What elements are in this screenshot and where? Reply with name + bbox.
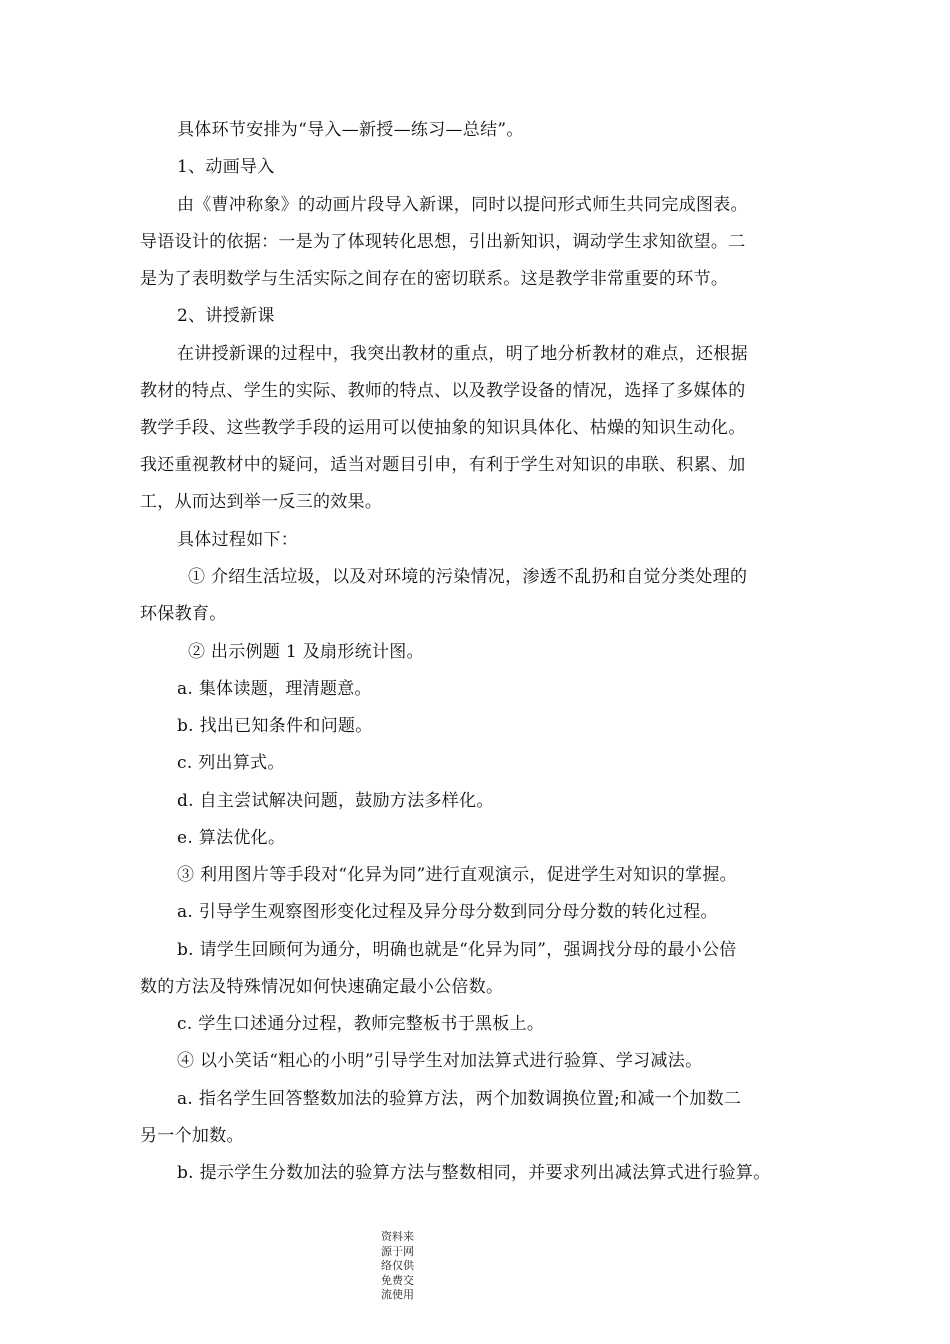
text-line: 数的方法及特殊情况如何快速确定最小公倍数。	[140, 977, 504, 997]
list-item: ② 出示例题 1 及扇形统计图。	[188, 642, 424, 662]
footer-line: 流使用	[381, 1288, 414, 1301]
text-line: 在讲授新课的过程中，我突出教材的重点，明了地分析教材的难点，还根据	[177, 344, 748, 364]
section-heading: 1、动画导入	[177, 157, 275, 177]
text-line: 具体过程如下：	[177, 530, 299, 550]
text-line: 我还重视教材中的疑问，适当对题目引申，有利于学生对知识的串联、积累、加	[140, 455, 746, 475]
section-heading: 2、讲授新课	[177, 306, 275, 326]
list-item: a. 引导学生观察图形变化过程及异分母分数到同分母分数的转化过程。	[177, 902, 718, 922]
text-line: 是为了表明数学与生活实际之间存在的密切联系。这是教学非常重要的环节。	[140, 269, 729, 289]
list-item: ③ 利用图片等手段对“化异为同”进行直观演示，促进学生对知识的掌握。	[177, 865, 737, 885]
list-item: c. 列出算式。	[177, 753, 285, 773]
list-item: ④ 以小笑话“粗心的小明”引导学生对加法算式进行验算、学习减法。	[177, 1051, 703, 1071]
list-item: d. 自主尝试解决问题，鼓励方法多样化。	[177, 791, 494, 811]
list-item: b. 请学生回顾何为通分，明确也就是“化异为同”，强调找分母的最小公倍	[177, 940, 737, 960]
text-line: 教材的特点、学生的实际、教师的特点、以及教学设备的情况，选择了多媒体的	[140, 381, 746, 401]
text-line: 另一个加数。	[140, 1126, 244, 1146]
text-line: 环保教育。	[140, 604, 227, 624]
text-line: 工，从而达到举一反三的效果。	[140, 492, 383, 512]
list-item: b. 提示学生分数加法的验算方法与整数相同，并要求列出减法算式进行验算。	[177, 1163, 771, 1183]
text-line: 具体环节安排为“导入—新授—练习—总结”。	[177, 120, 524, 140]
footer-line: 免费交	[381, 1273, 414, 1287]
list-item: a. 集体读题，理清题意。	[177, 679, 372, 699]
footer-line: 络仅供	[381, 1259, 414, 1272]
list-item: a. 指名学生回答整数加法的验算方法，两个加数调换位置;和减一个加数二	[177, 1089, 742, 1109]
footer-line: 源于网	[381, 1244, 414, 1258]
list-item: ① 介绍生活垃圾，以及对环境的污染情况，渗透不乱扔和自觉分类处理的	[188, 567, 748, 587]
list-item: b. 找出已知条件和问题。	[177, 716, 373, 736]
text-line: 由《曹冲称象》的动画片段导入新课，同时以提问形式师生共同完成图表。	[177, 195, 748, 215]
list-item: e. 算法优化。	[177, 828, 286, 848]
footer-line: 资料来	[381, 1230, 414, 1243]
text-line: 导语设计的依据：一是为了体现转化思想，引出新知识，调动学生求知欲望。二	[140, 232, 746, 252]
text-line: 教学手段、这些教学手段的运用可以使抽象的知识具体化、枯燥的知识生动化。	[140, 418, 746, 438]
list-item: c. 学生口述通分过程，教师完整板书于黑板上。	[177, 1014, 545, 1034]
footer-note	[381, 1230, 421, 1303]
